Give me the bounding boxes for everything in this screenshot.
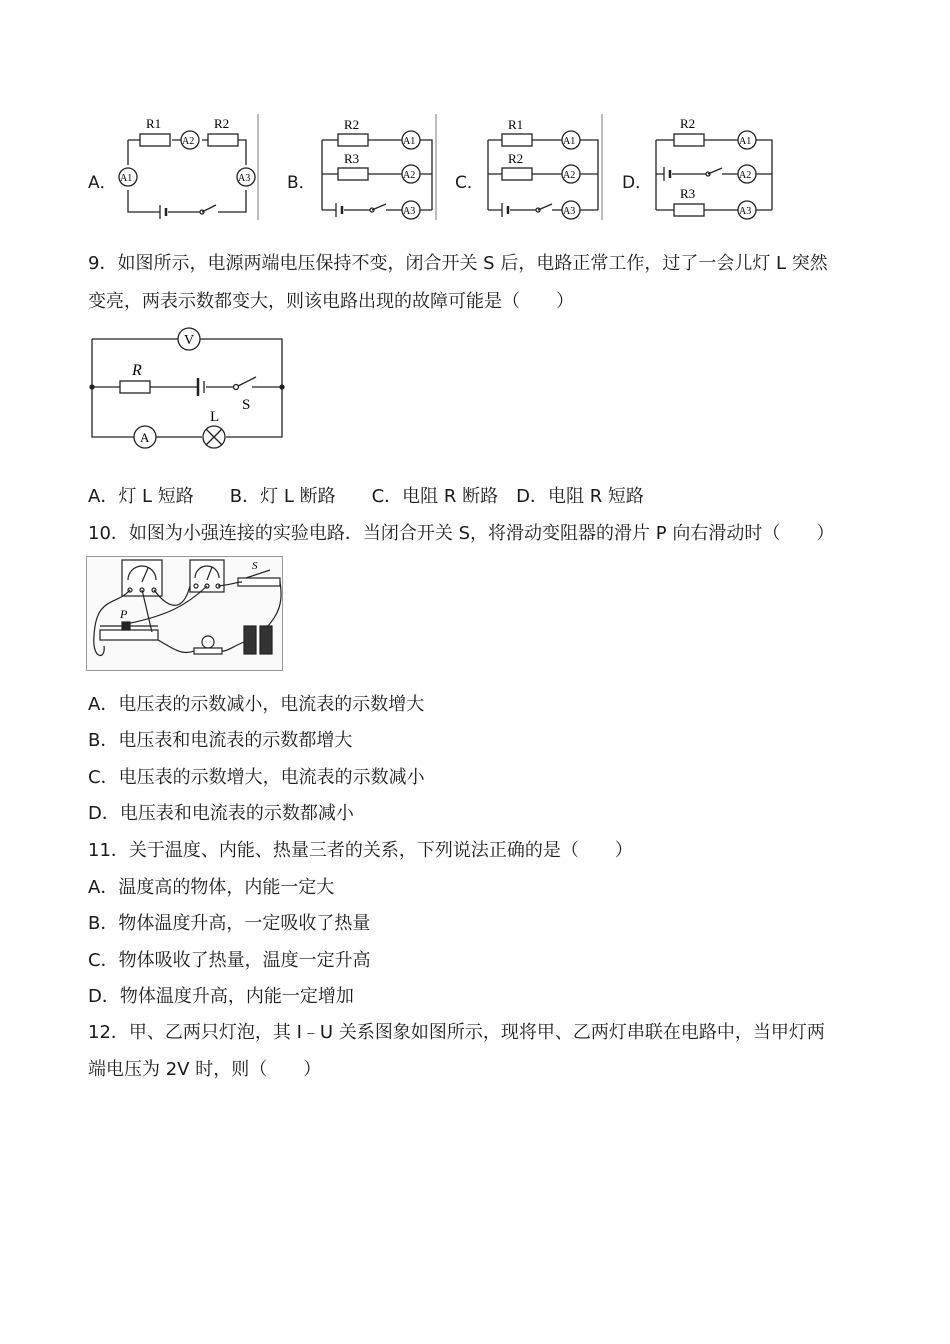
q8c-a3-label: A3 — [563, 206, 576, 217]
q8a-a2-label: A2 — [182, 136, 195, 147]
q8b-a2-label: A2 — [403, 170, 416, 181]
q10-switch-label: S — [252, 560, 258, 572]
q9-circuit-figure — [86, 323, 286, 453]
q8d-r3-label: R3 — [680, 186, 696, 201]
q10-option-b: B．电压表和电流表的示数都增大 — [88, 730, 353, 751]
q8b-a3-label: A3 — [403, 206, 416, 217]
q8-circuit-d — [650, 110, 780, 222]
q12-stem-line2: 端电压为 2V 时，则（ ） — [88, 1059, 322, 1080]
q11-option-c: C．物体吸收了热量，温度一定升高 — [88, 950, 371, 971]
q10-stem: 10．如图为小强连接的实验电路．当闭合开关 S，将滑动变阻器的滑片 P 向右滑动时（ ） — [88, 523, 835, 544]
q10-option-a: A．电压表的示数减小，电流表的示数增大 — [88, 694, 425, 715]
q8a-r2-label: R2 — [214, 116, 230, 131]
q8b-r2-label: R2 — [344, 117, 360, 132]
q8-option-c-label: C． — [455, 173, 484, 193]
q8c-a2-label: A2 — [563, 170, 576, 181]
q11-option-a: A．温度高的物体，内能一定大 — [88, 877, 335, 898]
q9-resistor-label: R — [132, 362, 142, 379]
q8b-a1-label: A1 — [403, 136, 416, 147]
q8b-r3-label: R3 — [344, 151, 360, 166]
q11-option-d: D．物体温度升高，内能一定增加 — [88, 986, 354, 1007]
q8d-a2-label: A2 — [739, 170, 752, 181]
q8d-a1-label: A1 — [739, 136, 752, 147]
q8d-a3-label: A3 — [739, 206, 752, 217]
q8-option-d-label: D． — [622, 173, 653, 193]
q9-options: A．灯 L 短路 B．灯 L 断路 C．电阻 R 断路 D．电阻 R 短路 — [88, 486, 644, 507]
q8-option-b-label: B． — [287, 173, 316, 193]
q8-circuit-c — [482, 112, 606, 224]
q9-lamp-label: L — [210, 409, 220, 425]
q8c-a1-label: A1 — [563, 136, 576, 147]
q8a-a1-label: A1 — [120, 173, 133, 184]
q11-option-b: B．物体温度升高，一定吸收了热量 — [88, 913, 371, 934]
q11-stem: 11．关于温度、内能、热量三者的关系，下列说法正确的是（ ） — [88, 840, 633, 861]
q8a-a3-label: A3 — [238, 173, 251, 184]
q9-stem-line1: 9．如图所示，电源两端电压保持不变，闭合开关 S 后，电路正常工作，过了一会儿灯 L 突然 — [88, 253, 828, 274]
q8c-r2-label: R2 — [508, 151, 524, 166]
q8d-r2-label: R2 — [680, 116, 696, 131]
q8c-r1-label: R1 — [508, 117, 524, 132]
q9-switch-label: S — [242, 397, 251, 413]
q10-option-c: C．电压表的示数增大，电流表的示数减小 — [88, 767, 425, 788]
q12-stem-line1: 12．甲、乙两只灯泡，其 I﹣U 关系图象如图所示，现将甲、乙两灯串联在电路中，当甲灯两 — [88, 1022, 825, 1043]
q8a-r1-label: R1 — [146, 116, 162, 131]
q8-circuit-b — [316, 112, 440, 224]
q9-stem-line2: 变亮，两表示数都变大，则该电路出现的故障可能是（ ） — [88, 291, 574, 312]
q8-option-a-label: A． — [88, 173, 117, 193]
q9-ammeter-label: A — [140, 430, 150, 445]
q10-slider-label: P — [120, 607, 128, 621]
q8-circuit-a — [112, 110, 262, 222]
q10-option-d: D．电压表和电流表的示数都减小 — [88, 803, 354, 824]
q9-voltmeter-label: V — [184, 333, 195, 348]
q10-experiment-figure — [86, 556, 284, 672]
